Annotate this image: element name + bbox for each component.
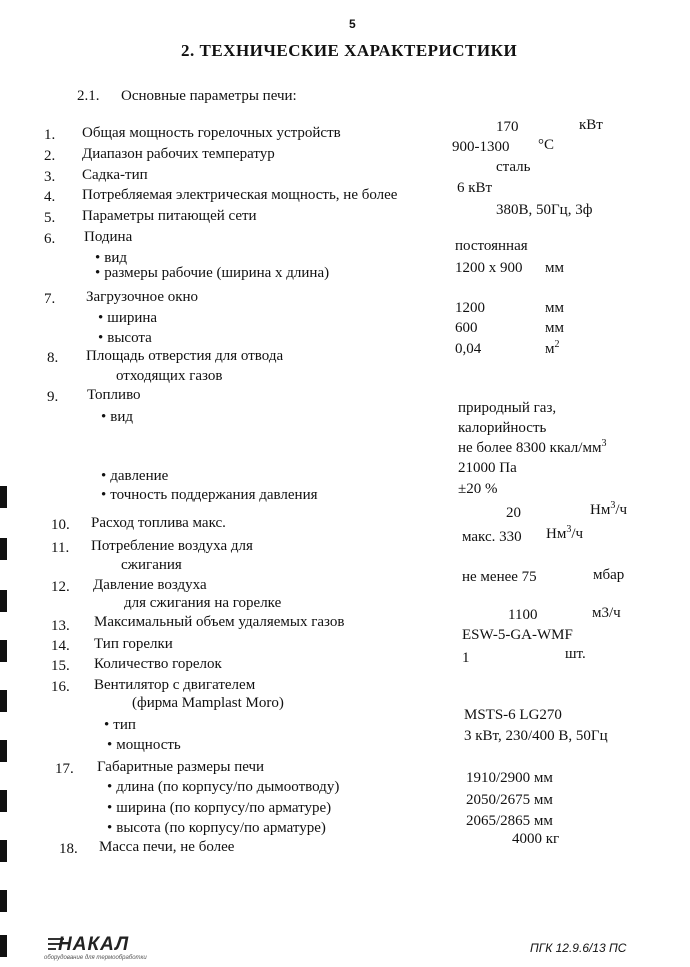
unit-tail: /ч <box>571 526 584 542</box>
logo-stripe <box>48 948 56 950</box>
item-value: ESW-5-GA-WMF <box>462 627 573 643</box>
item-label-cont: (фирма Mamplast Moro) <box>132 695 284 711</box>
item-number: 1. <box>44 127 56 143</box>
document-code: ПГК 12.9.6/13 ПС <box>530 941 627 955</box>
sub-item-value: постоянная <box>455 238 528 254</box>
unit-superscript: 3 <box>610 500 616 511</box>
sub-item-unit: мм <box>545 320 564 336</box>
sub-item-value: 1200 х 900 <box>455 260 523 276</box>
sub-item-unit: мм <box>545 300 564 316</box>
item-number: 15. <box>51 658 70 674</box>
sub-item-label: • давление <box>101 468 168 485</box>
item-number: 14. <box>51 638 70 654</box>
subsection-title: Основные параметры печи: <box>121 88 297 104</box>
sub-item-value: природный газ, <box>458 400 557 416</box>
item-unit: мбар <box>593 567 625 583</box>
item-label: Потребляемая электрическая мощность, не более <box>82 187 398 203</box>
binding-mark <box>0 640 7 662</box>
item-label: Максимальный объем удаляемых газов <box>94 614 345 630</box>
sub-item-value: MSTS-6 LG270 <box>464 707 562 723</box>
item-label-cont: сжигания <box>121 557 182 573</box>
item-label: Диапазон рабочих температур <box>82 146 275 162</box>
item-number: 4. <box>44 189 56 205</box>
item-number: 13. <box>51 618 70 634</box>
item-label: Количество горелок <box>94 656 222 672</box>
item-value: макс. 330 <box>462 529 522 545</box>
sub-item-label: • размеры рабочие (ширина х длина) <box>95 265 329 282</box>
sub-item-label: • высота <box>98 330 152 347</box>
item-label: Давление воздуха <box>93 577 207 593</box>
sub-item-value: 2050/2675 мм <box>466 792 553 808</box>
binding-mark <box>0 840 7 862</box>
binding-mark <box>0 935 7 957</box>
unit-base: Нм <box>590 502 611 518</box>
binding-mark <box>0 790 7 812</box>
item-value: 0,04 <box>455 341 482 357</box>
item-value: 1 <box>462 650 470 666</box>
item-unit <box>545 341 560 358</box>
item-number: 9. <box>47 389 59 405</box>
item-number: 18. <box>59 841 78 857</box>
sub-item-value: 600 <box>455 320 478 336</box>
sub-item-label: • высота (по корпусу/по арматуре) <box>107 820 326 837</box>
binding-mark <box>0 538 7 560</box>
item-unit: кВт <box>579 117 603 133</box>
binding-mark <box>0 590 7 612</box>
unit-base: м <box>545 341 555 357</box>
item-number: 7. <box>44 291 56 307</box>
unit-base: Нм <box>546 526 567 542</box>
unit-superscript: 3 <box>601 438 607 449</box>
item-number: 5. <box>44 210 56 226</box>
sub-item-value-cont: калорийность <box>458 420 547 436</box>
sub-item-value: 1200 <box>455 300 485 316</box>
item-label: Параметры питающей сети <box>82 208 257 224</box>
subsection-number: 2.1. <box>77 88 100 104</box>
sub-item-value-cont <box>458 440 606 457</box>
sub-item-label: • длина (по корпусу/по дымоотводу) <box>107 779 339 796</box>
binding-mark <box>0 486 7 508</box>
item-unit <box>590 502 627 519</box>
item-value: 170 <box>496 119 519 135</box>
sub-item-label: • ширина (по корпусу/по арматуре) <box>107 800 331 817</box>
item-number: 16. <box>51 679 70 695</box>
item-label: Габаритные размеры печи <box>97 759 265 775</box>
sub-item-value: 3 кВт, 230/400 В, 50Гц <box>464 728 608 744</box>
item-label-cont: для сжигания на горелке <box>124 595 282 611</box>
logo-wordmark: НАКАЛ <box>58 934 130 955</box>
item-label-cont: отходящих газов <box>116 368 223 384</box>
item-label: Общая мощность горелочных устройств <box>82 125 341 141</box>
binding-mark <box>0 890 7 912</box>
sub-item-label: • вид <box>101 409 133 426</box>
sub-item-label: • мощность <box>107 737 181 754</box>
item-value: 4000 кг <box>512 831 560 847</box>
logo-tagline: оборудование для термообработки <box>44 955 147 961</box>
page-number: 5 <box>349 17 356 31</box>
company-logo <box>44 934 170 964</box>
item-value: 900-1300 <box>452 139 510 155</box>
unit-superscript: 3 <box>566 524 572 535</box>
sub-item-label: • тип <box>104 717 136 734</box>
item-value: сталь <box>496 159 531 175</box>
item-value: 380В, 50Гц, 3ф <box>496 202 593 218</box>
sub-item-label: • вид <box>95 250 127 267</box>
item-label: Загрузочное окно <box>86 289 199 305</box>
unit-superscript: 2 <box>554 339 560 350</box>
item-number: 12. <box>51 579 70 595</box>
item-number: 6. <box>44 231 56 247</box>
item-number: 2. <box>44 148 56 164</box>
item-label: Расход топлива макс. <box>91 515 226 531</box>
section-title: 2. ТЕХНИЧЕСКИЕ ХАРАКТЕРИСТИКИ <box>181 41 518 60</box>
unit-tail: /ч <box>615 502 628 518</box>
sub-item-value: 1910/2900 мм <box>466 770 553 786</box>
item-label: Масса печи, не более <box>99 839 235 855</box>
item-unit: °С <box>538 137 555 153</box>
item-label: Подина <box>84 229 133 245</box>
item-number: 11. <box>51 540 70 556</box>
item-value: 6 кВт <box>457 180 493 196</box>
binding-mark <box>0 690 7 712</box>
sub-item-value: 2065/2865 мм <box>466 813 553 829</box>
item-label: Потребление воздуха для <box>91 538 253 554</box>
item-number: 10. <box>51 517 70 533</box>
sub-item-value: ±20 % <box>458 481 498 497</box>
sub-item-label: • ширина <box>98 310 157 327</box>
binding-mark <box>0 740 7 762</box>
item-label: Площадь отверстия для отвода <box>86 348 284 364</box>
item-number: 3. <box>44 169 56 185</box>
item-value: не менее 75 <box>462 569 537 585</box>
item-label: Топливо <box>87 387 141 403</box>
item-number: 17. <box>55 761 74 777</box>
item-number: 8. <box>47 350 59 366</box>
item-unit: шт. <box>565 646 586 662</box>
item-label: Садка-тип <box>82 167 148 183</box>
item-value: 1100 <box>508 607 538 623</box>
item-label: Вентилятор с двигателем <box>94 677 256 693</box>
sub-item-label: • точность поддержания давления <box>101 487 318 504</box>
value-text: не более 8300 ккал/мм <box>458 440 602 456</box>
item-label: Тип горелки <box>94 636 173 652</box>
item-unit: м3/ч <box>592 605 621 621</box>
sub-item-value: 21000 Па <box>458 460 517 476</box>
item-unit <box>546 526 583 543</box>
item-value: 20 <box>506 505 521 521</box>
sub-item-unit: мм <box>545 260 564 276</box>
